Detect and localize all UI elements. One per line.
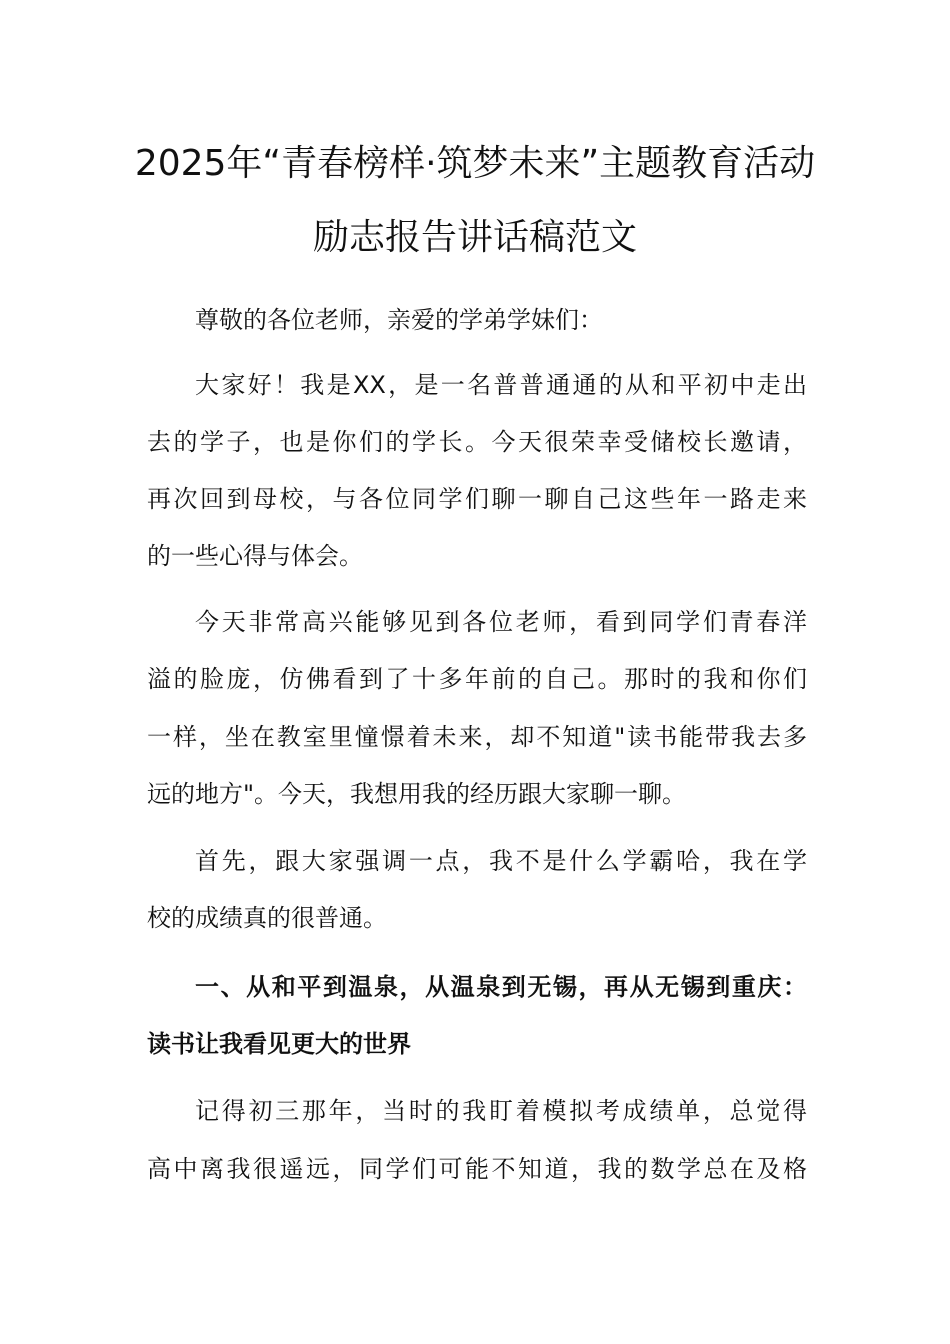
- document-title-line-2: 励志报告讲话稿范文: [312, 217, 637, 258]
- paragraph-2-line-3: 一样，坐在教室里憧憬着未来，却不知道"读书能带我去多: [147, 723, 807, 751]
- paragraph-1-line-3: 再次回到母校，与各位同学们聊一聊自己这些年一路走来: [147, 485, 807, 513]
- paragraph-3-line-2: 校的成绩真的很普通。: [147, 904, 387, 932]
- section-heading-line-2: 读书让我看见更大的世界: [147, 1030, 411, 1058]
- paragraph-1-line-4: 的一些心得与体会。: [147, 542, 363, 570]
- paragraph-4-line-2: 高中离我很遥远，同学们可能不知道，我的数学总在及格: [147, 1155, 807, 1183]
- paragraph-2-line-4: 远的地方"。今天，我想用我的经历跟大家聊一聊。: [147, 780, 687, 808]
- salutation: 尊敬的各位老师，亲爱的学弟学妹们：: [195, 306, 603, 334]
- section-heading-line-1: 一、从和平到温泉，从温泉到无锡，再从无锡到重庆：: [195, 973, 807, 1001]
- paragraph-4-line-1: 记得初三那年，当时的我盯着模拟考成绩单，总觉得: [195, 1097, 807, 1125]
- paragraph-1-line-2: 去的学子，也是你们的学长。今天很荣幸受储校长邀请，: [147, 428, 807, 456]
- paragraph-2-line-2: 溢的脸庞，仿佛看到了十多年前的自己。那时的我和你们: [147, 665, 807, 693]
- paragraph-2-line-1: 今天非常高兴能够见到各位老师，看到同学们青春洋: [195, 608, 807, 636]
- paragraph-3-line-1: 首先，跟大家强调一点，我不是什么学霸哈，我在学: [195, 847, 807, 875]
- paragraph-1-line-1: 大家好！我是XX，是一名普普通通的从和平初中走出: [195, 371, 807, 399]
- document-title-line-1: 2025年“青春榜样·筑梦未来”主题教育活动: [134, 143, 816, 184]
